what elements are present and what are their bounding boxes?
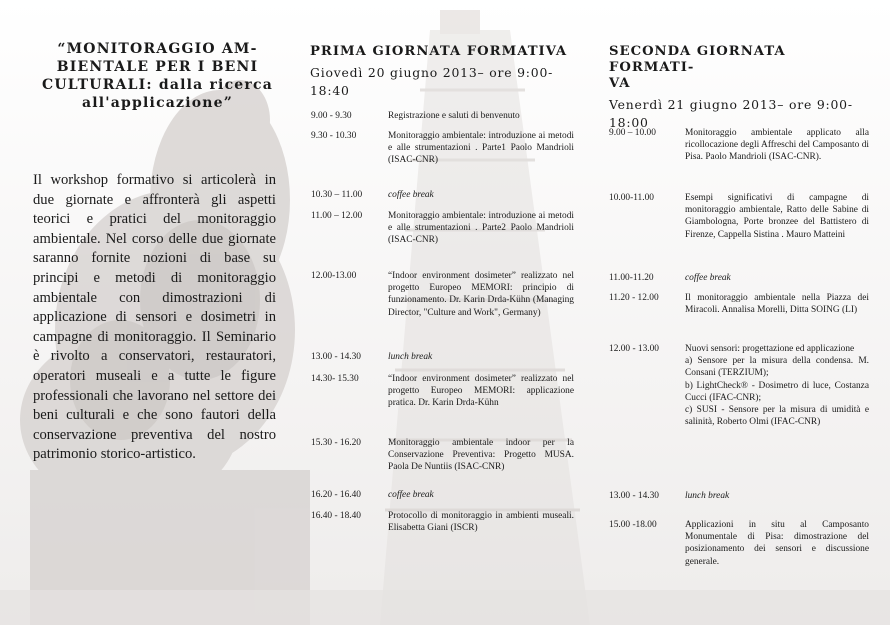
schedule-description: Esempi significativi di campagne di monitoraggio ambientale, Ratto delle Sabine di Giambologna, Porte bronzee del Battistero di Firenze, Cappella Sistina . Mauro Matteini [685, 193, 869, 240]
schedule-time: 11.20 - 12.00 [609, 293, 659, 303]
schedule-description: Monitoraggio ambientale: introduzione ai metodi e alle strumentazioni . Parte1 Paolo Mandrioli (ISAC-CNR) [388, 131, 574, 166]
day1-date: Giovedì 20 giugno 2013– ore 9:00- 18:40 [310, 65, 554, 98]
schedule-description: “Indoor environment dosimeter” realizzato nel progetto Europeo MEMORI: applicazione pratica. Dr. Karin Drda-Kühn [388, 374, 574, 409]
schedule-description: coffee break [388, 190, 434, 200]
schedule-time: 15.30 - 16.20 [311, 438, 361, 448]
schedule-description: Monitoraggio ambientale: introduzione ai metodi e alle strumentazioni . Parte2 Paolo Mandrioli (ISAC-CNR) [388, 211, 574, 246]
schedule-description: coffee break [388, 490, 434, 500]
schedule-description: Protocollo di monitoraggio in ambienti museali. Elisabetta Giani (ISCR) [388, 511, 574, 534]
schedule-time: 13.00 - 14.30 [609, 491, 659, 501]
schedule-description: coffee break [685, 273, 731, 283]
intro-paragraph: Il workshop formativo si articolerà in due giornate e affronterà gli aspetti teorici e pratici del monitoraggio ambientale. Nel corso delle due giornate saranno fornite nozioni di base su principi e metodi di monitoraggio ambientale con dimostrazioni di applicazione di sensori e dosimetri in campagne di monitoraggio. Il Seminario è rivolto a conservatori, restauratori, operatori museali e a tutte le figure professionali che lavorano nel settore dei beni culturali e che sono fautori della conservazione preventiva del nostro patrimonio storico-artistico. [33, 172, 276, 463]
day1-header [310, 44, 580, 100]
schedule-time: 9.00 – 10.00 [609, 128, 656, 138]
schedule-time: 9.30 - 10.30 [311, 131, 357, 141]
day2-header [609, 44, 864, 132]
schedule-time: 10.30 – 11.00 [311, 190, 363, 200]
schedule-time: 15.00 -18.00 [609, 520, 657, 530]
schedule-description: Il monitoraggio ambientale nella Piazza dei Miracoli. Annalisa Morelli, Ditta SOING (LI) [685, 293, 869, 316]
schedule-description: Applicazioni in situ al Camposanto Monumentale di Pisa: dimostrazione del posizionamento dei sensori e discussione generale. [685, 520, 869, 567]
schedule-description: lunch break [685, 491, 730, 501]
schedule-time: 16.40 - 18.40 [311, 511, 361, 521]
schedule-description: “Indoor environment dosimeter” realizzato nel progetto Europeo MEMORI: principio di funzionamento. Dr. Karin Drda-Kühn (Managing Director, "Culture and Work", Germany) [388, 271, 574, 318]
day2-heading: SECONDA GIORNATA FORMATI- VA [609, 44, 786, 91]
schedule-time: 14.30- 15.30 [311, 374, 359, 384]
schedule-time: 16.20 - 16.40 [311, 490, 361, 500]
day1-heading: PRIMA GIORNATA FORMATIVA [310, 44, 568, 59]
workshop-title: “MONITORAGGIO AM- BIENTALE PER I BENI CULTURALI: dalla ricerca all'applicazione” [42, 41, 273, 111]
schedule-description: Monitoraggio ambientale applicato alla ricollocazione degli Affreschi del Camposanto di Pisa. Paolo Mandrioli (ISAC-CNR). [685, 128, 869, 163]
schedule-time: 12.00 - 13.00 [609, 344, 659, 354]
schedule-time: 9.00 - 9.30 [311, 111, 352, 121]
schedule-description: Registrazione e saluti di benvenuto [388, 111, 520, 121]
day2-date: Venerdì 21 giugno 2013– ore 9:00- 18:00 [609, 97, 853, 130]
schedule-description: Monitoraggio ambientale indoor per la Conservazione Preventiva: Progetto MUSA. Paola De Nuntiis (ISAC-CNR) [388, 438, 574, 473]
schedule-time: 11.00 – 12.00 [311, 211, 363, 221]
schedule-time: 11.00-11.20 [609, 273, 654, 283]
schedule-description: Nuovi sensori: progettazione ed applicazione a) Sensore per la misura della condensa. M. Consani (TERZIUM); b) LightCheck® - Dosimetro di luce, Costanza Cucci (IFAC-CNR); c) SUSI - Sensore per la misura di umidità e salinità, Roberto Olmi (IFAC-CNR) [685, 344, 869, 428]
schedule-time: 12.00-13.00 [311, 271, 357, 281]
schedule-time: 13.00 - 14.30 [311, 352, 361, 362]
schedule-description: lunch break [388, 352, 433, 362]
schedule-time: 10.00-11.00 [609, 193, 654, 203]
